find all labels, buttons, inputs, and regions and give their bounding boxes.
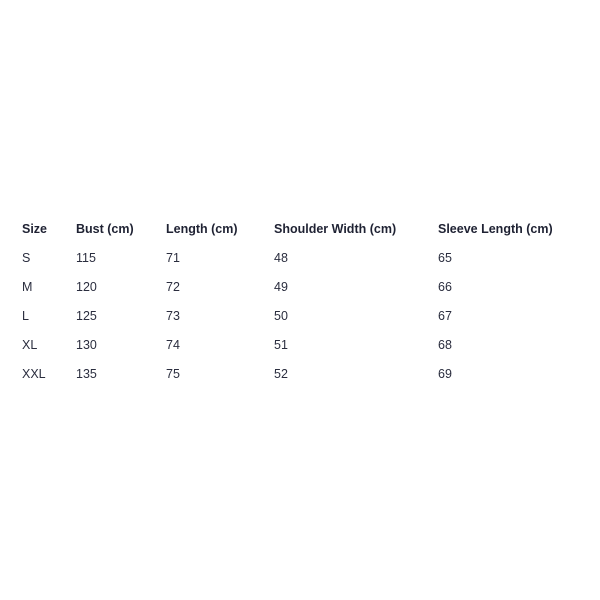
cell-bust: 115 [76,250,96,265]
cell-size: L [22,308,29,323]
cell-bust: 135 [76,366,97,381]
cell-size: S [22,250,31,265]
cell-shoulder-width: 49 [274,279,288,294]
cell-length: 74 [166,337,180,352]
cell-shoulder-width: 52 [274,366,288,381]
header-size: Size [22,221,48,236]
cell-shoulder-width: 50 [274,308,288,323]
cell-shoulder-width: 48 [274,250,288,265]
table-row [22,243,582,272]
table-row [22,359,582,388]
header-length: Length (cm) [166,221,238,236]
cell-bust: 125 [76,308,97,323]
cell-length: 73 [166,308,180,323]
size-chart-table [22,214,582,388]
cell-size: XL [22,337,38,352]
cell-sleeve-length: 69 [438,366,452,381]
cell-length: 75 [166,366,180,381]
header-row [22,214,582,243]
cell-length: 72 [166,279,180,294]
table-row [22,272,582,301]
cell-sleeve-length: 66 [438,279,452,294]
cell-bust: 120 [76,279,97,294]
cell-sleeve-length: 67 [438,308,452,323]
cell-sleeve-length: 65 [438,250,452,265]
cell-size: M [22,279,33,294]
size-chart-body [22,243,582,388]
cell-sleeve-length: 68 [438,337,452,352]
cell-length: 71 [166,250,180,265]
table-row [22,330,582,359]
table-row [22,301,582,330]
header-shoulder-width: Shoulder Width (cm) [274,221,397,236]
cell-size: XXL [22,366,46,381]
size-chart-header [22,214,582,243]
header-bust: Bust (cm) [76,221,134,236]
cell-shoulder-width: 51 [274,337,288,352]
header-sleeve-length: Sleeve Length (cm) [438,221,553,236]
cell-bust: 130 [76,337,97,352]
